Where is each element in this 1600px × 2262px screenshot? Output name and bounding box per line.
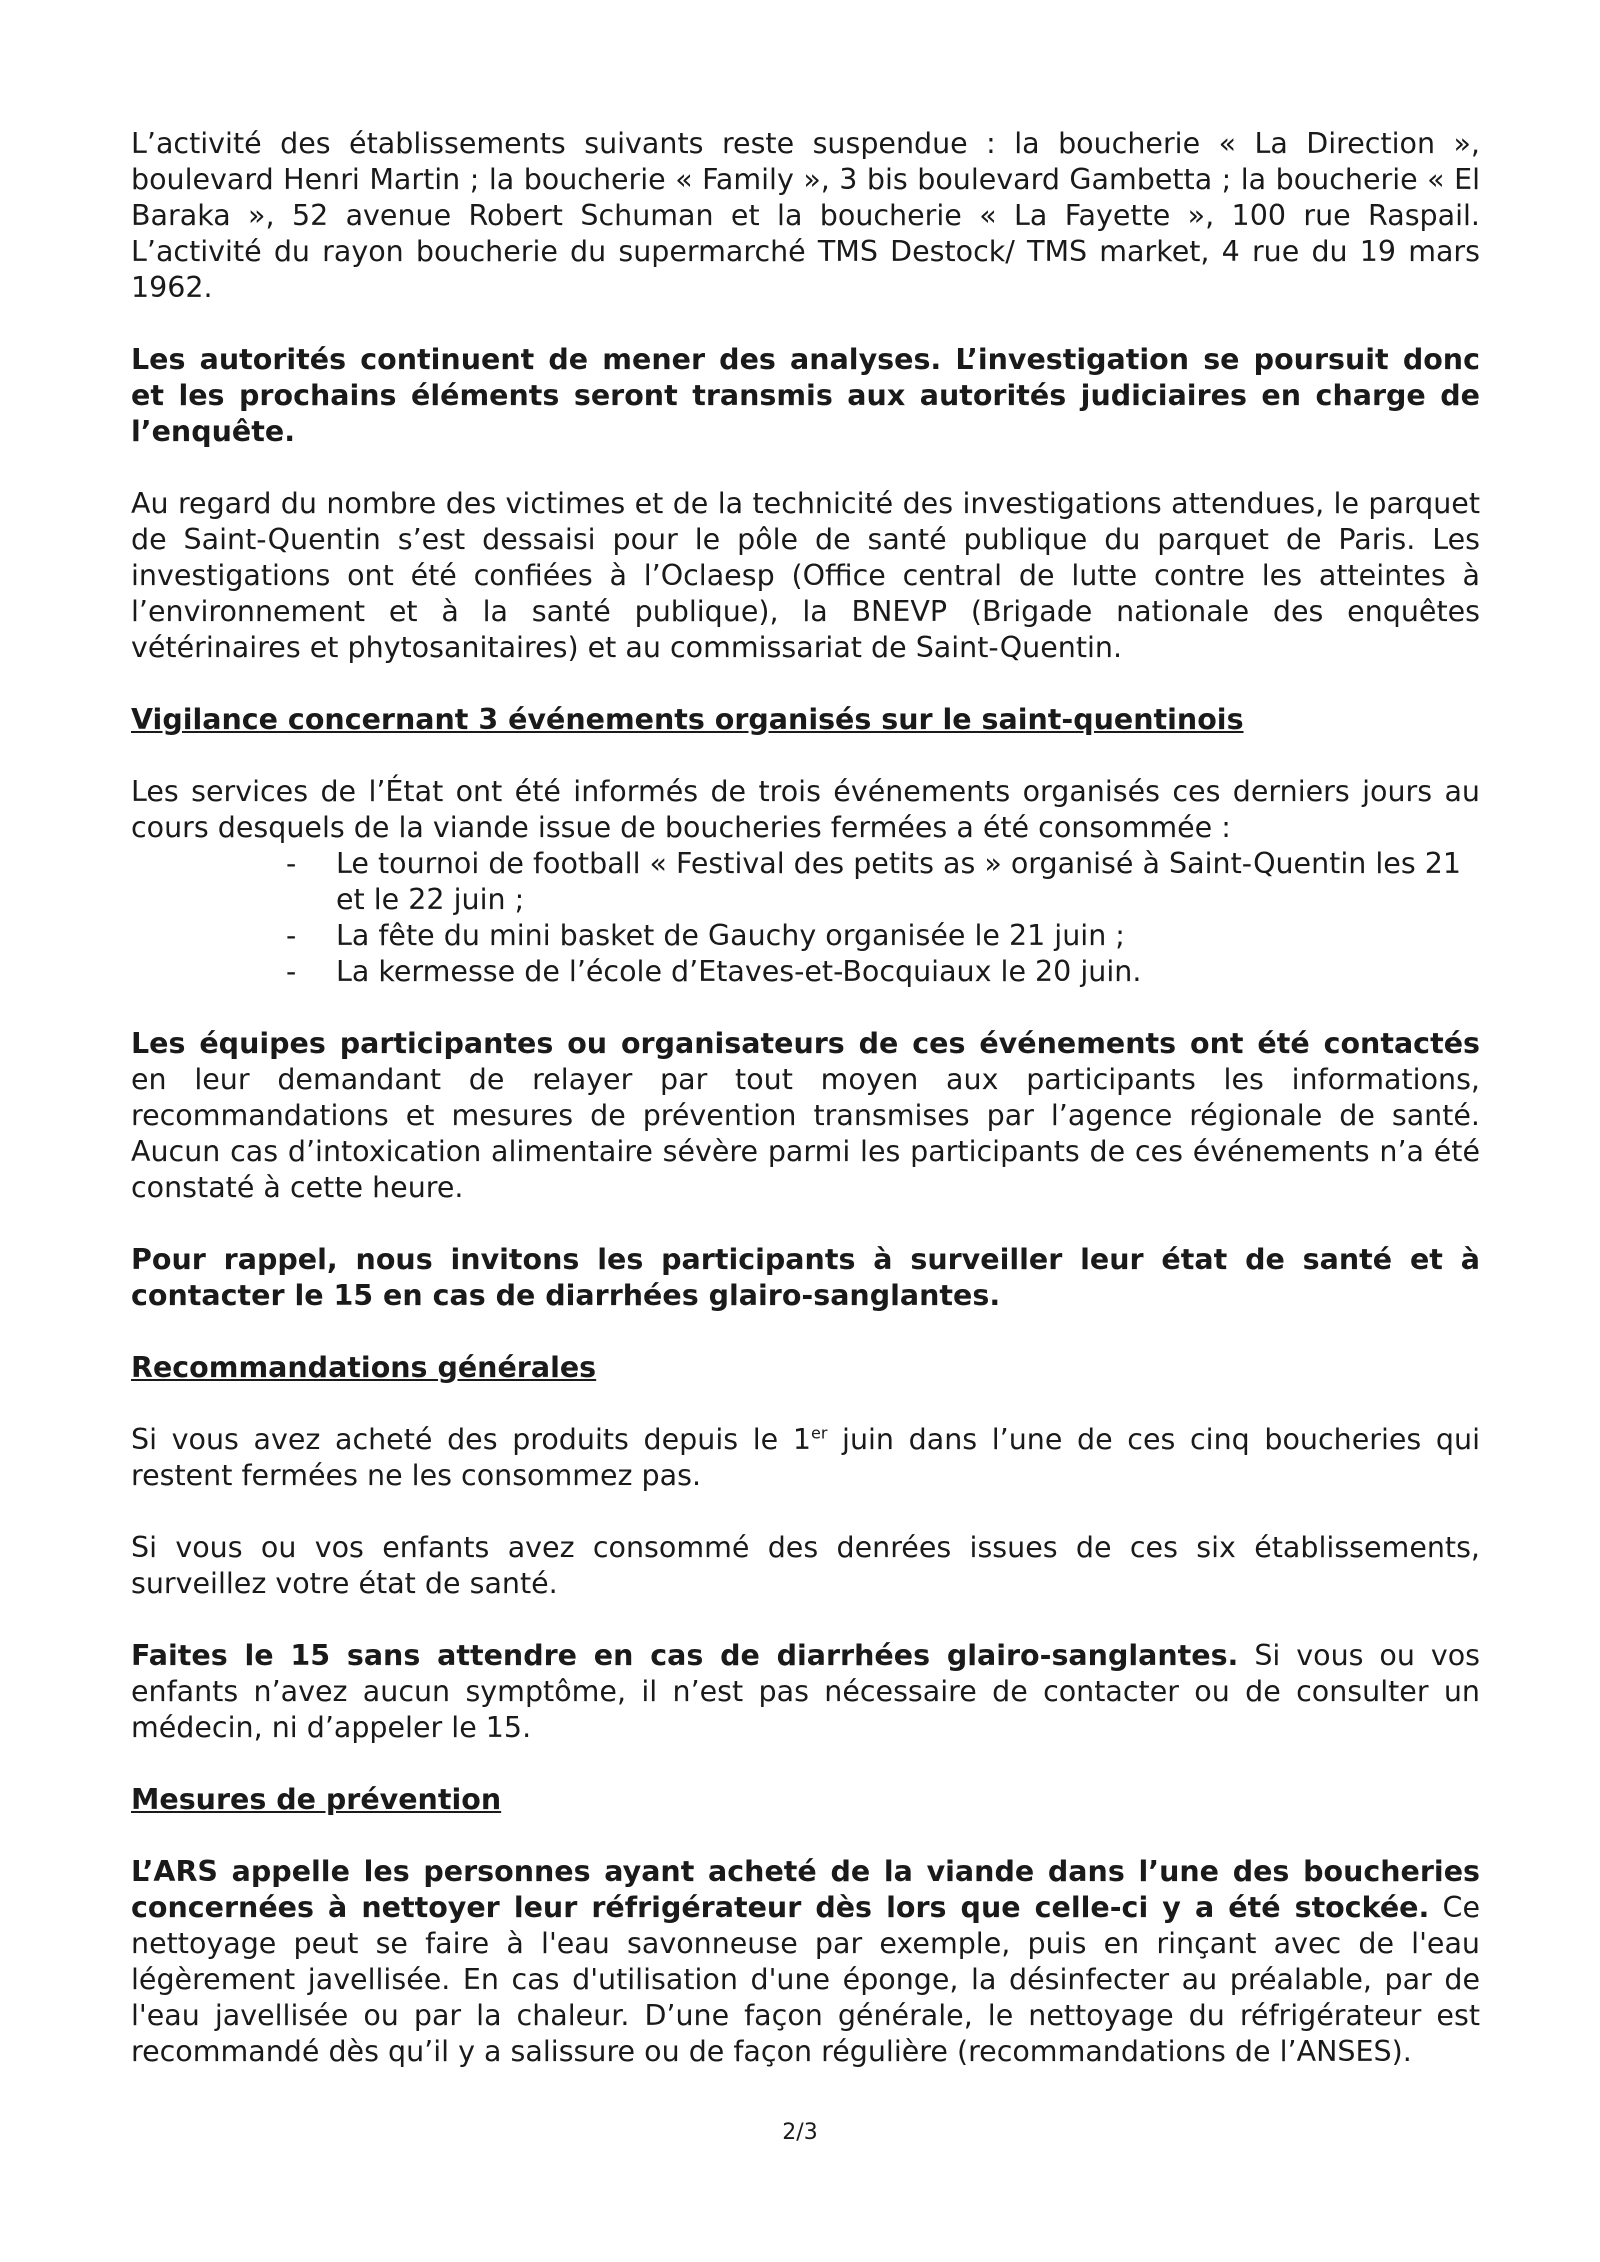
list-item: - La fête du mini basket de Gauchy organisée le 21 juin ;	[286, 918, 1480, 954]
paragraph-fridge-cleaning	[131, 1854, 1480, 2070]
list-item: - Le tournoi de football « Festival des petits as » organisé à Saint-Quentin les 21 et le 22 juin ;	[286, 846, 1480, 918]
bold-text: L’ARS appelle les personnes ayant acheté de la viande dans l’une des boucheries concernées à nettoyer leur réfrigérateur dès lors que celle-ci y a été stockée.	[131, 1855, 1480, 1924]
section-heading-vigilance: Vigilance concernant 3 événements organisés sur le saint-quentinois	[131, 703, 1244, 736]
text: Ce nettoyage peut se faire à l'eau savonneuse par exemple, puis en rinçant avec de l'eau légèrement javellisée. En cas d'utilisation d'une éponge, la désinfecter au préalable, par de l'eau javellisée ou par la chaleur. D’une façon générale, le nettoyage du réfrigérateur est recommandé dès qu’il y a salissure ou de façon régulière (recommandations de l’ANSES).	[131, 1891, 1480, 2068]
section-heading-prevention: Mesures de prévention	[131, 1783, 502, 1816]
paragraph-events-intro: Les services de l’État ont été informés de trois événements organisés ces derniers jours au cours desquels de la viande issue de boucheries fermées a été consommée :	[131, 775, 1480, 844]
bold-text: Pour rappel, nous invitons les participants à surveiller leur état de santé et à contacter le 15 en cas de diarrhées glairo-sanglantes.	[131, 1243, 1480, 1312]
paragraph-purchased-products	[131, 1422, 1480, 1494]
bold-text: Faites le 15 sans attendre en cas de diarrhées glairo-sanglantes.	[131, 1639, 1239, 1672]
paragraph-investigation: Au regard du nombre des victimes et de la technicité des investigations attendues, le parquet de Saint-Quentin s’est dessaisi pour le pôle de santé publique du parquet de Paris. Les investigations ont été confiées à l’Oclaesp (Office central de lutte contre les atteintes à l’environnement et à la santé publique), la BNEVP (Brigade nationale des enquêtes vétérinaires et phytosanitaires) et au commissariat de Saint-Quentin.	[131, 487, 1480, 664]
superscript: er	[810, 1423, 828, 1443]
paragraph-suspended-establishments: L’activité des établissements suivants reste suspendue : la boucherie « La Direction », boulevard Henri Martin ; la boucherie « Family », 3 bis boulevard Gambetta ; la boucherie « El Baraka », 52 avenue Robert Schuman et la boucherie « La Fayette », 100 rue Raspail. L’activité du rayon boucherie du supermarché TMS Destock/ TMS market, 4 rue du 19 mars 1962.	[131, 127, 1480, 304]
text: en leur demandant de relayer par tout moyen aux participants les informations, recommandations et mesures de prévention transmises par l’agence régionale de santé. Aucun cas d’intoxication alimentaire sévère parmi les participants de ces événements n’a été constaté à cette heure.	[131, 1063, 1480, 1204]
document-body	[131, 126, 1480, 2106]
text: Si vous ou vos enfants n’avez aucun symptôme, il n’est pas nécessaire de contacter ou de consulter un médecin, ni d’appeler le 15.	[131, 1639, 1480, 1744]
paragraph-monitor-health: Si vous ou vos enfants avez consommé des denrées issues de ces six établissements, surveillez votre état de santé.	[131, 1531, 1480, 1600]
paragraph-teams-contacted	[131, 1026, 1480, 1206]
bold-text: Les équipes participantes ou organisateurs de ces événements ont été contactés	[131, 1027, 1480, 1060]
paragraph-call-15	[131, 1638, 1480, 1746]
events-list	[131, 846, 1480, 990]
list-item: - La kermesse de l’école d’Etaves-et-Bocquiaux le 20 juin.	[286, 954, 1480, 990]
paragraph-reminder	[131, 1242, 1480, 1314]
paragraph-analyses	[131, 342, 1480, 450]
text: Si vous avez acheté des produits depuis le 1	[131, 1423, 811, 1456]
bold-text: Les autorités continuent de mener des analyses. L’investigation se poursuit donc et les prochains éléments seront transmis aux autorités judiciaires en charge de l’enquête.	[131, 343, 1480, 448]
section-heading-recommendations: Recommandations générales	[131, 1351, 597, 1384]
page-number: 2/3	[782, 2120, 818, 2145]
text: juin dans l’une de ces cinq boucheries qui restent fermées ne les consommez pas.	[131, 1423, 1480, 1492]
